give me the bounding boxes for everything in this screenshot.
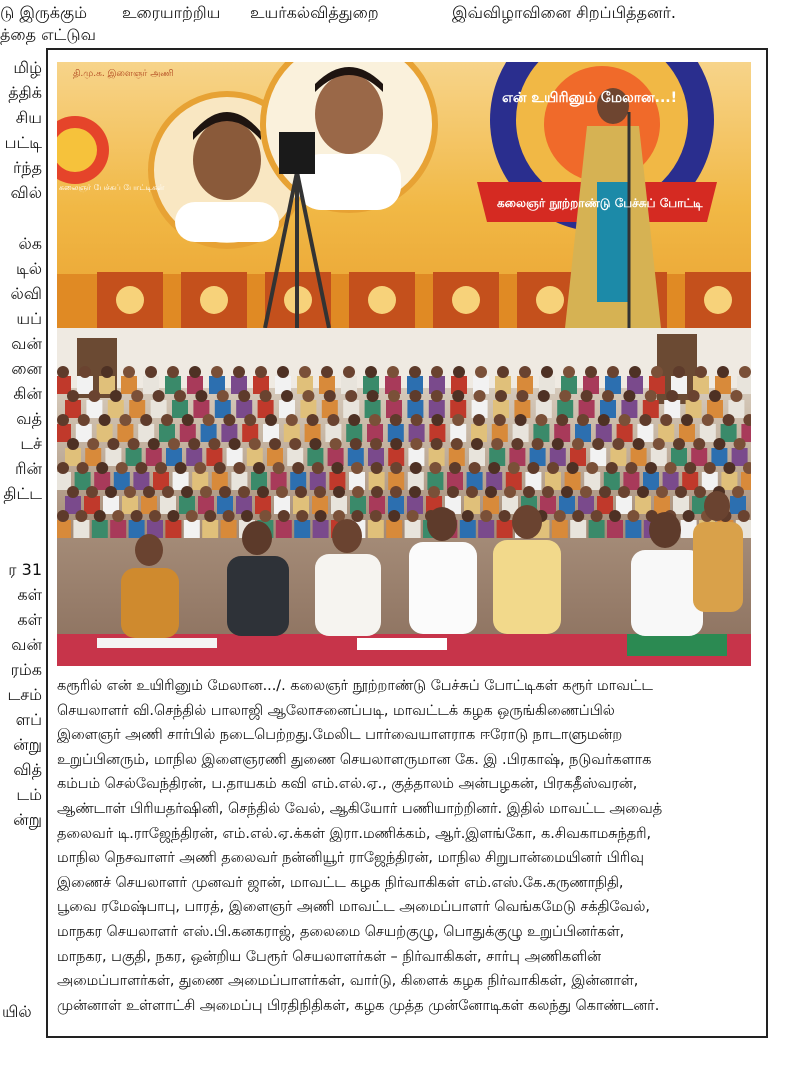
stage-photo-illustration <box>57 62 751 328</box>
photo-caption <box>57 674 757 1018</box>
left-fragment: மிழ் <box>13 58 42 77</box>
left-column-fragments <box>0 52 46 1012</box>
left-fragment: ரின் <box>14 459 42 478</box>
video-camera-icon <box>279 132 315 174</box>
left-fragment: னை <box>11 359 42 378</box>
left-fragment: த்திக் <box>8 83 42 102</box>
audience-photo-illustration <box>57 328 751 666</box>
left-fragment: கள் <box>17 585 42 604</box>
left-fragment: வத் <box>16 409 42 428</box>
caption-line: இணைச் செயலாளர் முனவர் ஜான், மாவட்ட கழக நிர்வாகிகள் எம்.எஸ்.கே.கருணாநிதி, <box>57 874 624 891</box>
caption-line: பூவை ரமேஷ்பாபு, பாரத், இளைஞர் அணி மாவட்ட அமைப்பாளர் வெங்கமேடு சக்திவேல், <box>57 899 650 916</box>
caption-line: உறுப்பினரும், மாநில இளைஞரணி துணை செயலாளருமான கே. இ .பிரகாஷ், நடுவர்களாக <box>57 751 652 768</box>
caption-line: மாநகர செயலாளர் எஸ்.பி.கனகராஜ், தலைமை செயற்குழு, பொதுக்குழு உறுப்பினர்கள், <box>57 923 625 940</box>
top-fragment-1: டு இருக்கும் <box>0 3 87 22</box>
left-fragment: ல்க <box>18 234 42 253</box>
left-fragment: வில் <box>10 183 42 202</box>
left-fragment: ன்று <box>13 735 42 754</box>
caption-line: அமைப்பாளர்கள், துணை அமைப்பாளர்கள், வார்டு, கிளைக் கழக நிர்வாகிகள், இன்னாள், <box>57 973 639 990</box>
caption-line: தலைவர் டி.ராஜேந்திரன், எம்.எல்.ஏ.க்கள் இரா.மணிக்கம், ஆர்.இளங்கோ, க.சிவகாமசுந்தரி, <box>57 825 652 842</box>
caption-line: முன்னாள் உள்ளாட்சி அமைப்பு பிரதிநிதிகள், கழக முத்த முன்னோடிகள் கலந்து கொண்டனர். <box>57 997 660 1014</box>
left-fragment: டில் <box>15 259 42 278</box>
banner-small-text: தி.மு.க. இளைஞர் அணி <box>73 69 174 79</box>
left-fragment: டம் <box>16 785 42 804</box>
left-fragment: வித் <box>13 760 42 779</box>
sunburst-text: கலைஞர் பேச்சுப் போட்டிகள் <box>59 183 165 192</box>
left-fragment: ல்வி <box>10 284 42 303</box>
left-fragment: திட்ட <box>3 484 42 503</box>
left-fragment: ன்று <box>13 810 42 829</box>
caption-line: மாநில நெசவாளர் அணி தலைவர் நன்னியூர் ராஜேந்திரன், மாநில சிறுபான்மையினர் பிரிவு <box>57 850 644 867</box>
top-fragment-line2: த்தை எட்டுவ <box>0 25 96 44</box>
left-fragment: வன் <box>11 635 42 654</box>
banner-ribbon-text: கலைஞர் நூற்றாண்டு பேச்சுப் போட்டி <box>497 196 703 210</box>
caption-line: கரூரில் என் உயிரினும் மேலான.../. கலைஞர் நூற்றாண்டு பேச்சுப் போட்டிகள் கரூர் மாவட்ட <box>57 678 653 694</box>
left-fragment: சிய <box>15 108 42 127</box>
left-fragment: பட்டி <box>4 133 42 152</box>
sunburst-icon <box>57 116 109 184</box>
caption-line: மாநகர, பகுதி, நகர, ஒன்றிய பேரூர் செயலாளர்கள் – நிர்வாகிகள், சார்பு அணிகளின் <box>57 948 601 965</box>
audience-crowd <box>57 366 751 538</box>
left-fragment: கள் <box>17 610 42 629</box>
caption-line: கம்பம் செல்வேந்திரன், ப.தாயகம் கவி எம்.எல்.ஏ., குத்தாலம் அன்பழகன், பிரகதீஸ்வரன், <box>57 776 638 793</box>
left-fragment: ளப் <box>15 710 42 729</box>
left-fragment: யப் <box>16 309 42 328</box>
left-fragment: கின் <box>13 384 42 403</box>
left-fragment: டசம் <box>7 685 42 704</box>
footer-fragment: யில் <box>2 1002 32 1021</box>
left-fragment: வன் <box>11 334 42 353</box>
left-fragment: ர 31 <box>8 560 42 579</box>
banner-curve-text: என் உயிரினும் மேலான...! <box>502 90 677 106</box>
left-fragment: ரம்க <box>10 660 42 679</box>
left-fragment: டச் <box>20 434 42 453</box>
stage-photo <box>57 62 751 328</box>
left-fragment: ர்ந்த <box>12 158 42 177</box>
audience-photo <box>57 328 751 666</box>
top-fragment-2: உரையாற்றிய <box>122 3 221 22</box>
caption-line: செயலாளர் வி.செந்தில் பாலாஜி ஆலோசனைப்படி, மாவட்டக் கழக ஒருங்கிணைப்பில் <box>57 702 615 719</box>
top-fragment-3: உயர்கல்வித்துறை <box>250 3 379 22</box>
caption-line: ஆண்டாள் பிரியதர்ஷினி, செந்தில் வேல், ஆகியோர் பணியாற்றினர். இதில் மாவட்ட அவைத் <box>57 800 663 817</box>
caption-line: இளைஞர் அணி சார்பில் நடைபெற்றது.மேலிட பார்வையாளராக ஈரோடு நாடாளுமன்ற <box>57 727 623 744</box>
top-fragment-4: இவ்விழாவினை சிறப்பித்தனர். <box>452 3 676 22</box>
